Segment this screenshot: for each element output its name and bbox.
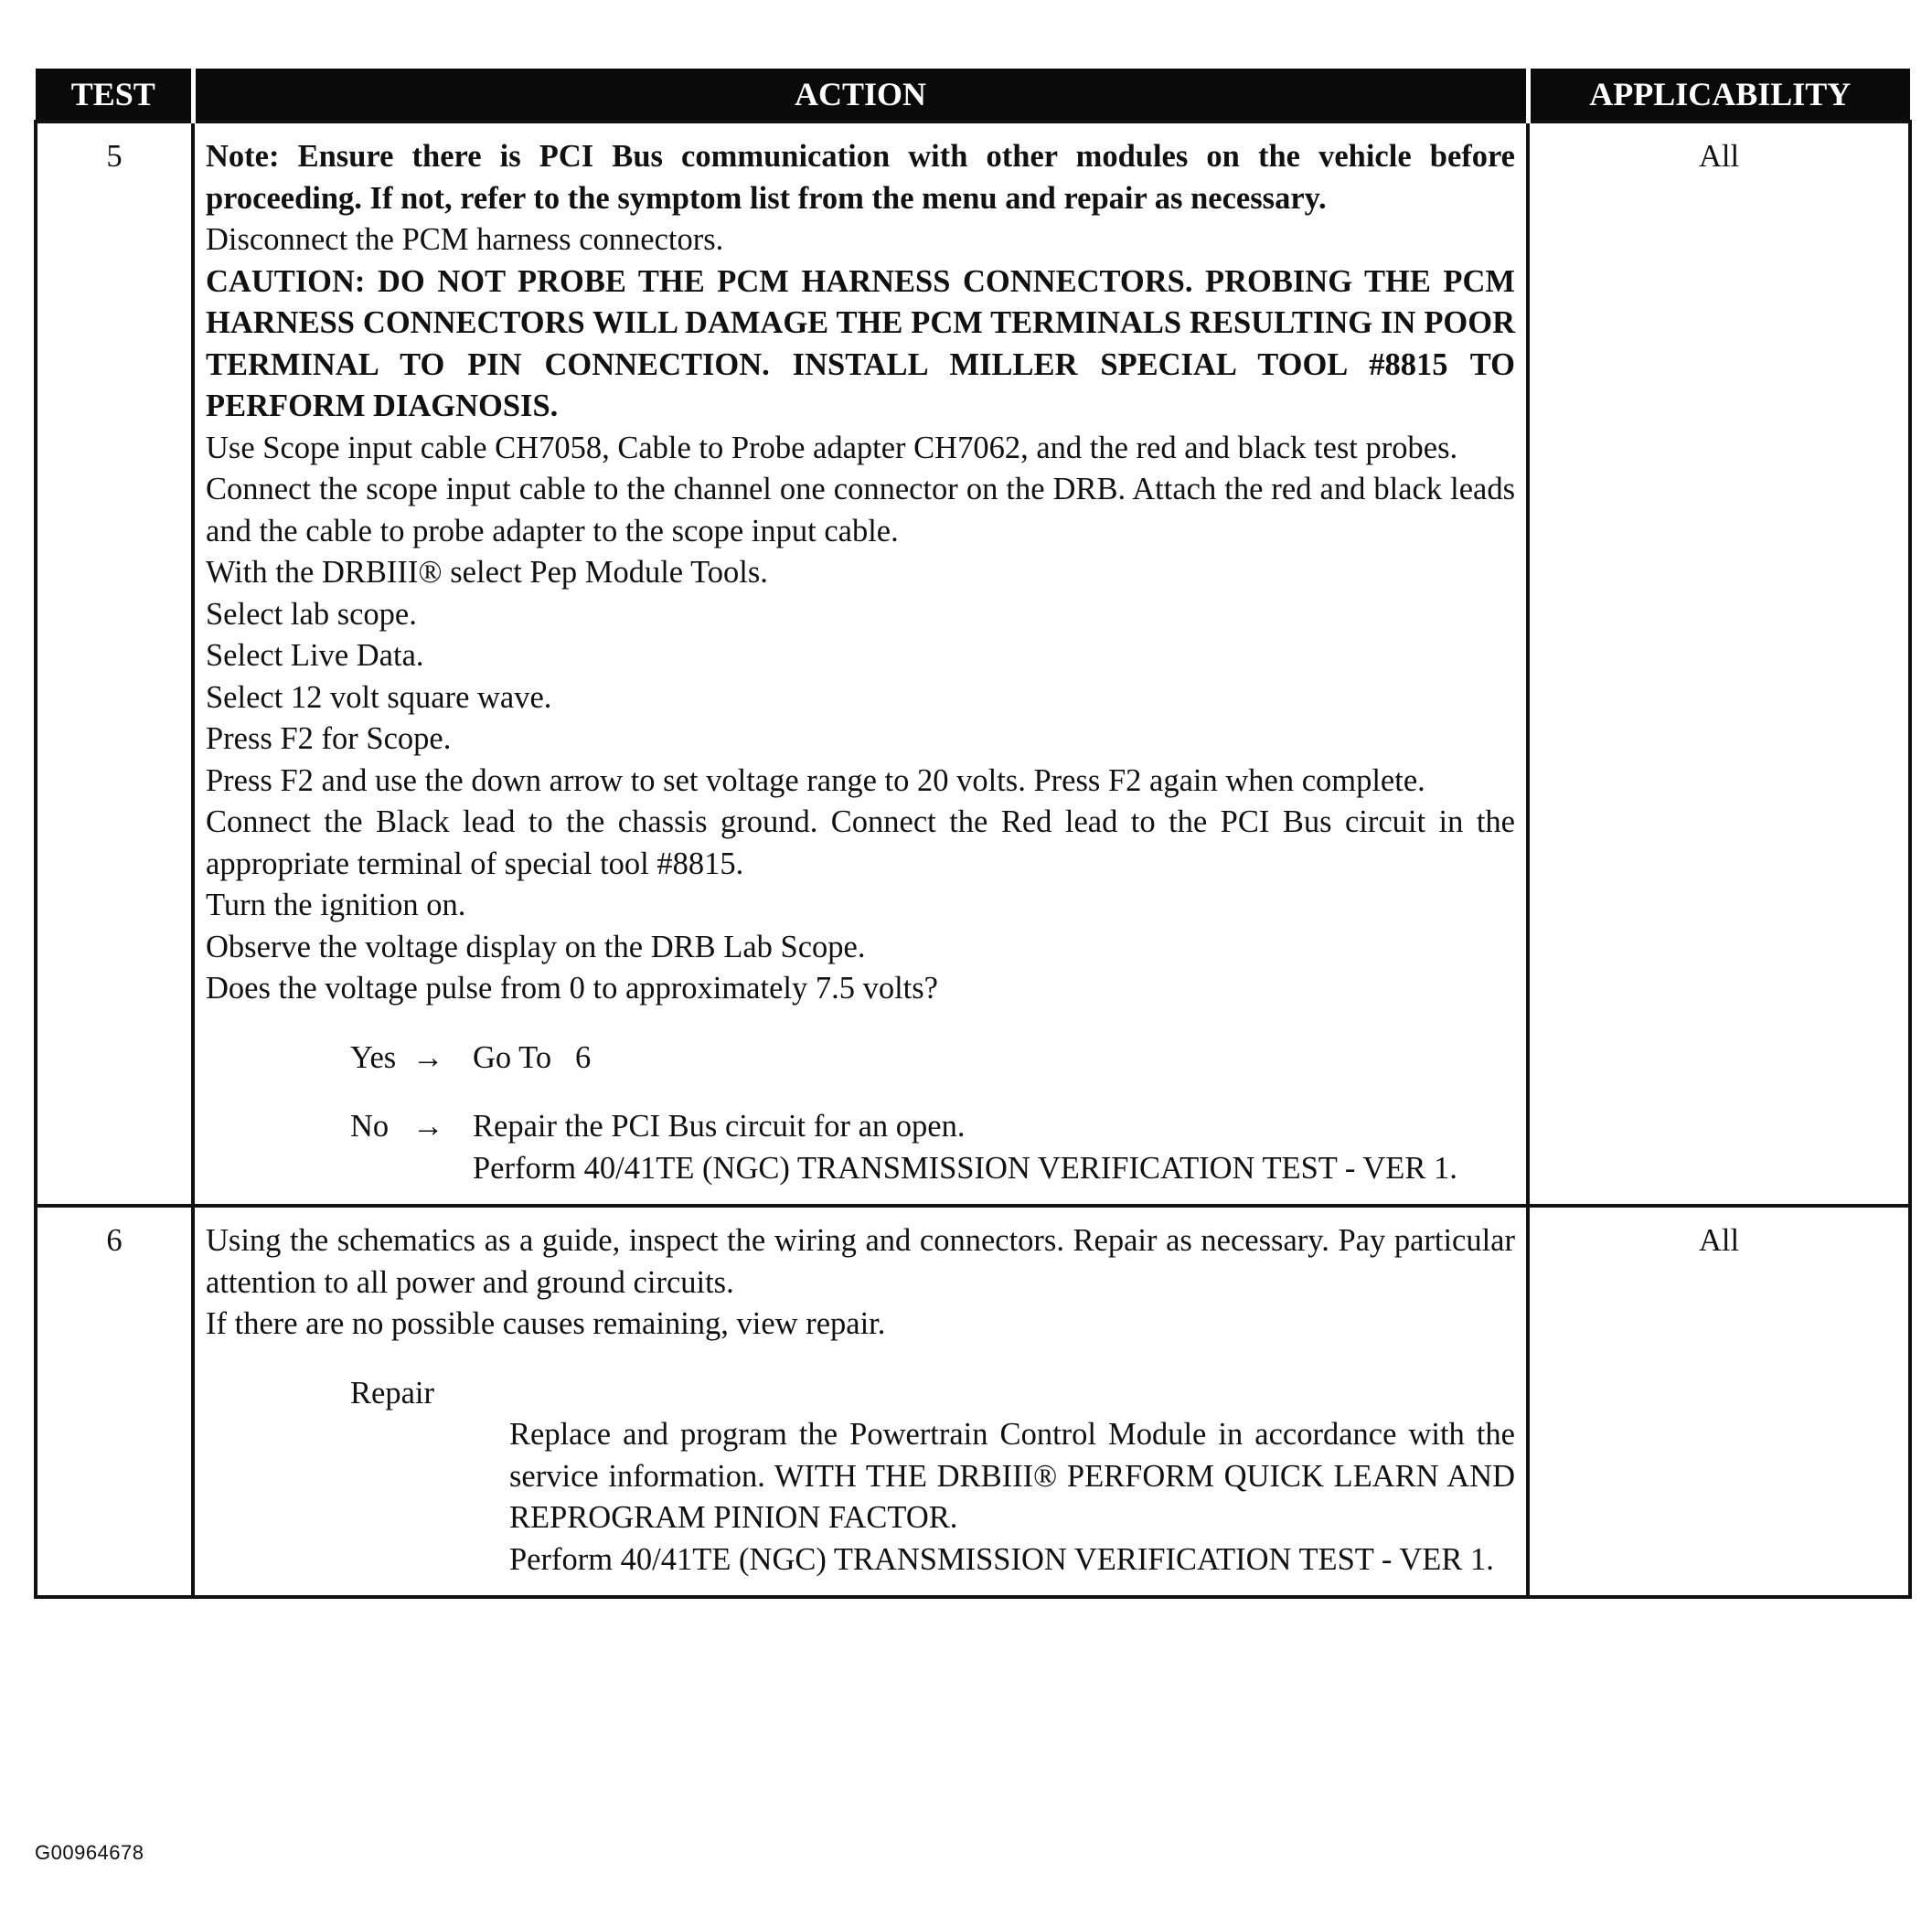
no-label: No — [350, 1109, 390, 1144]
no-branch — [350, 1106, 1515, 1189]
repair-label: Repair — [350, 1375, 434, 1411]
action-step: Turn the ignition on. — [206, 888, 466, 922]
action-step: Disconnect the PCM harness connectors. — [206, 222, 724, 257]
diagnostic-table-wrapper — [34, 69, 1908, 1599]
action-step: Connect the scope input cable to the channel one connector on the DRB. Attach the red and black leads and the cable to probe adapter to the scope input cable. — [206, 472, 1515, 548]
repair-text — [509, 1414, 1515, 1581]
header-action: ACTION — [193, 69, 1528, 122]
no-result-line: Repair the PCI Bus circuit for an open. — [473, 1109, 966, 1144]
table-row — [36, 1206, 1910, 1597]
header-applicability: APPLICABILITY — [1528, 69, 1910, 122]
yes-result: Go To 6 — [473, 1039, 592, 1075]
no-result — [473, 1106, 1515, 1189]
table-header-row — [36, 69, 1910, 122]
test-number: 5 — [36, 122, 193, 1206]
test-number: 6 — [36, 1206, 193, 1597]
applicability-value: All — [1528, 1206, 1910, 1597]
applicability-value: All — [1528, 122, 1910, 1206]
action-step: Press F2 and use the down arrow to set voltage range to 20 volts. Press F2 again when complete. — [206, 762, 1425, 798]
right-arrow-icon: → — [412, 1109, 444, 1144]
diagnostic-test-table — [34, 69, 1912, 1599]
caution-text: CAUTION: DO NOT PROBE THE PCM HARNESS CONNECTORS. PROBING THE PCM HARNESS CONNECTORS WILL DAMAGE THE PCM TERMINALS RESULTING IN POOR TERMINAL TO PIN CONNECTION. INSTALL MILLER SPECIAL TOOL #8815 TO PERFORM DIAGNOSIS. — [206, 263, 1515, 423]
action-step: Use Scope input cable CH7058, Cable to Probe adapter CH7062, and the red and black test probes. — [206, 430, 1458, 465]
action-step: Select lab scope. — [206, 596, 417, 632]
action-step: Press F2 for Scope. — [206, 721, 452, 756]
action-step: Connect the Black lead to the chassis ground. Connect the Red lead to the PCI Bus circuit in the appropriate terminal of special tool #8815. — [206, 804, 1515, 881]
yes-branch — [350, 1038, 1515, 1080]
yes-label: Yes — [350, 1039, 397, 1075]
header-test: TEST — [36, 69, 193, 122]
action-step: Select 12 volt square wave. — [206, 679, 552, 715]
action-step: If there are no possible causes remaining, view repair. — [206, 1306, 886, 1341]
repair-text-line: Replace and program the Powertrain Control Module in accordance with the service information. WITH THE DRBIII® PERFORM QUICK LEARN AND REPROGRAM PINION FACTOR. — [509, 1417, 1515, 1535]
question-text: Does the voltage pulse from 0 to approximately 7.5 volts? — [206, 971, 938, 1006]
action-cell — [193, 1206, 1528, 1597]
action-step: Observe the voltage display on the DRB Lab Scope. — [206, 929, 866, 964]
table-row — [36, 122, 1910, 1206]
figure-id: G00964678 — [35, 1841, 144, 1864]
note-text: Note: Ensure there is PCI Bus communication with other modules on the vehicle before proceeding. If not, refer to the symptom list from the menu and repair as necessary. — [206, 139, 1515, 216]
action-step: Select Live Data. — [206, 638, 424, 673]
action-step: With the DRBIII® select Pep Module Tools. — [206, 555, 768, 590]
action-cell — [193, 122, 1528, 1206]
no-result-line: Perform 40/41TE (NGC) TRANSMISSION VERIFICATION TEST - VER 1. — [473, 1150, 1457, 1186]
repair-text-line: Perform 40/41TE (NGC) TRANSMISSION VERIFICATION TEST - VER 1. — [509, 1541, 1494, 1577]
right-arrow-icon: → — [412, 1039, 444, 1075]
action-step: Using the schematics as a guide, inspect the wiring and connectors. Repair as necessary. Pay particular attention to all power and ground circuits. — [206, 1223, 1515, 1300]
